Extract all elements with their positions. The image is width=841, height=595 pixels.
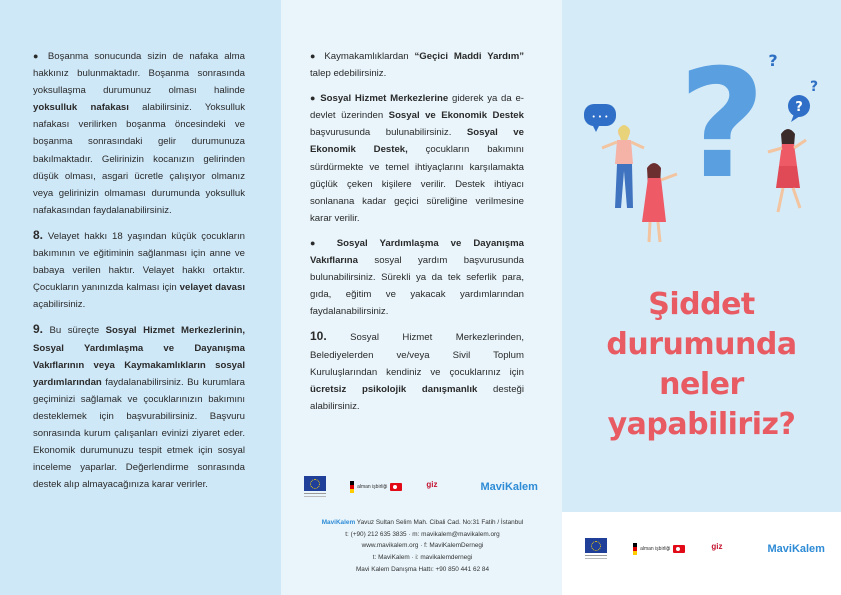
item-number: 9. bbox=[33, 322, 44, 337]
bullet: ● bbox=[310, 51, 319, 61]
phone-email: t: (+90) 212 635 3835 · m: mavikalem@mavikalem.org bbox=[345, 530, 500, 538]
middle-column-text bbox=[310, 48, 524, 423]
eu-logo bbox=[304, 476, 326, 497]
german-flag-icon bbox=[633, 543, 637, 555]
eu-flag-icon bbox=[304, 476, 326, 491]
partner-logos-right bbox=[585, 538, 825, 559]
left-column-text bbox=[33, 48, 245, 501]
item-number: 8. bbox=[33, 227, 44, 242]
giz-logo: giz bbox=[426, 480, 438, 489]
turkish-flag-icon bbox=[390, 483, 402, 491]
contact-info bbox=[300, 517, 545, 576]
giz-logo: giz bbox=[711, 542, 723, 551]
bullet: ● bbox=[310, 93, 317, 104]
svg-text:• • •: • • • bbox=[591, 113, 609, 121]
paragraph-social-service-centers: ● Sosyal Hizmet Merkezlerine giderek ya da e-devlet üzerinden Sosyal ve Ekonomik Destek başvurusunda bulunabilirsiniz. Sosyal ve Ekonomik Destek, çocukların bakımını sürdürmekte ve temel ihtiyaçlarını karşılamakta güçlük çeken kişilere verilir. Destek ihtiyacı sonlanana kadar geçici süreliğine verilmesine karar verilir. bbox=[310, 93, 525, 224]
german-cooperation-logo: alman işbirliği bbox=[633, 543, 685, 555]
small-question-mark-icon: ? bbox=[809, 79, 819, 95]
bullet: ● bbox=[310, 237, 325, 248]
headline bbox=[562, 285, 841, 445]
partner-logos-middle bbox=[304, 476, 538, 497]
eu-flag-icon bbox=[585, 538, 607, 553]
hotline: Mavi Kalem Danışma Hattı: +90 850 441 62 84 bbox=[355, 565, 490, 573]
woman-figure-left bbox=[602, 125, 644, 208]
small-question-mark-icon: ? bbox=[768, 51, 778, 70]
headline-line: durumunda bbox=[606, 327, 797, 362]
question-illustration bbox=[562, 36, 841, 266]
eu-logo bbox=[585, 538, 607, 559]
social-handles: t: MaviKalem · i: mavikalemdernegi bbox=[372, 554, 473, 562]
headline-line: Şiddet bbox=[648, 287, 755, 322]
big-question-mark-icon: ? bbox=[678, 38, 766, 212]
paragraph-social-aid: 9. Bu süreçte Sosyal Hizmet Merkezlerinin, Sosyal Yardımlaşma ve Dayanışma Vakıflarının veya Kaymakamlıkların sosyal yardımlarından faydalanabilirsiniz. Bu kurumlara geçiminizi sağlamak ve çocuklarınızın bakımını desteklemek için başvurabilirsiniz. Başvuru sonrasında kurum çalışanları evinizi ziyaret eder. Ekonomik durumunuzu tespit etmek için sosyal inceleme yaparlar. Değerlendirme sonrasında destek alıp almayacağınıza karar verirler. bbox=[33, 322, 245, 491]
turkish-flag-icon bbox=[673, 545, 685, 553]
paragraph-solidarity-foundations: ● Sosyal Yardımlaşma ve Dayanışma Vakıflarına sosyal yardım başvurusunda bulunabilirsiniz. Sürekli ya da tek seferlik para, gıda, eğitim ve yakacak yardımlarından faydalanabilirsiniz. bbox=[310, 237, 525, 318]
mavikalem-logo: MaviKalem bbox=[767, 542, 825, 555]
headline-line: neler bbox=[659, 367, 744, 402]
bullet: ● bbox=[33, 51, 42, 61]
speech-bubble-icon bbox=[584, 104, 616, 132]
woman-figure-middle bbox=[642, 163, 677, 242]
paragraph-temporary-aid: ● Kaymakamlıklardan “Geçici Maddi Yardım” talep edebilirsiniz. bbox=[310, 51, 525, 80]
question-bubble-icon bbox=[788, 95, 810, 122]
svg-text:?: ? bbox=[795, 100, 803, 115]
address: Yavuz Sultan Selim Mah. Cibali Cad. No:31 Fatih / İstanbul bbox=[355, 519, 524, 526]
german-cooperation-logo: alman işbirliği bbox=[350, 481, 402, 493]
german-flag-icon bbox=[350, 481, 354, 493]
mavikalem-logo: MaviKalem bbox=[480, 480, 538, 493]
item-number: 10. bbox=[310, 329, 327, 344]
paragraph-custody: 8. Velayet hakkı 18 yaşından küçük çocukların bakımının ve eğitiminin sağlanması için anne ve babaya verilen haktır. Velayet hakkı ortaktır. Çocukların yanınızda kalması için velayet davası açabilirsiniz. bbox=[33, 227, 245, 311]
org-name: MaviKalem bbox=[321, 519, 356, 526]
headline-line: yapabiliriz? bbox=[607, 407, 796, 442]
paragraph-alimony: ● Boşanma sonucunda sizin de nafaka alma hakkınız bulunmaktadır. Boşanma sonrasında yoksullaşma durumunuz olması halinde yoksulluk nafakası alabilirsiniz. Yoksulluk nafakası verilirken boşanma öncesindeki ve boşanma sonrasındaki gelir durumunuza bakılmaktadır. Gelirinizin kocanızın gelirinden düşük olması, asgari ücretle çalışıyor olmanız veya gelirinizin olmaması durumunda yoksulluk nafakasından faydalanabilirsiniz. bbox=[33, 51, 245, 216]
paragraph-counseling: 10. Sosyal Hizmet Merkezlerinden, Belediyelerden ve/veya Sivil Toplum Kuruluşlarından kendiniz ve çocuklarınız için ücretsiz psikolojik danışmanlık desteği alabilirsiniz. bbox=[310, 329, 524, 412]
woman-figure-right bbox=[768, 129, 806, 212]
website: www.mavikalem.org · f: MaviKalemDernegi bbox=[361, 542, 484, 550]
